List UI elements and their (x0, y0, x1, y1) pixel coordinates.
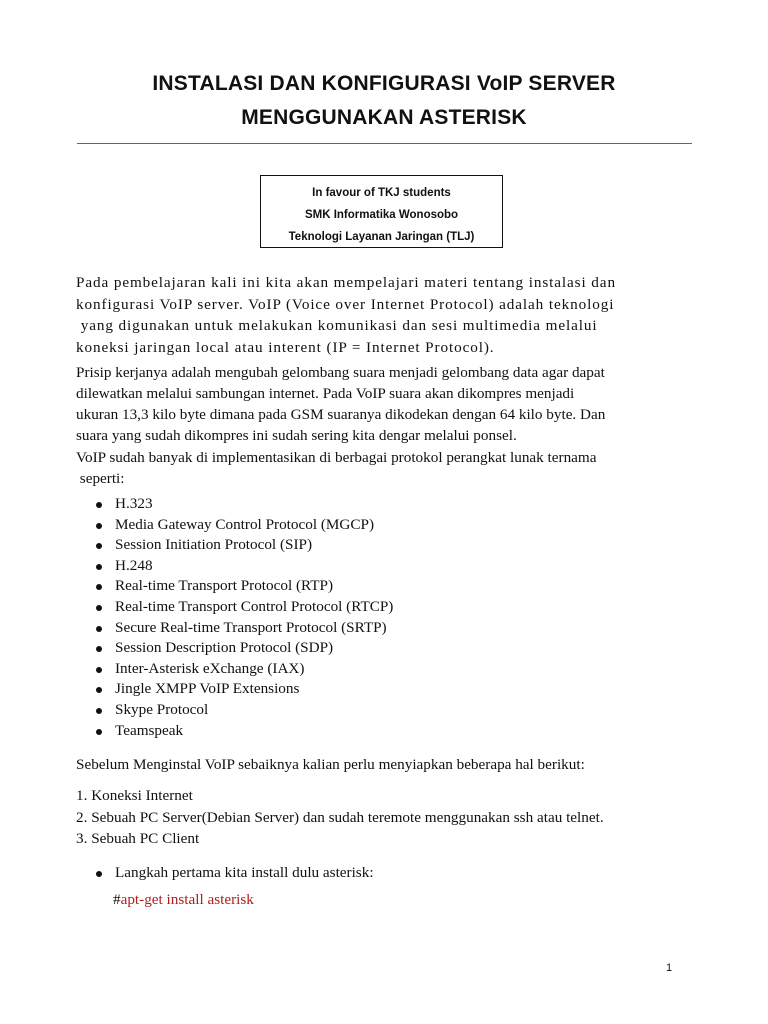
paragraph-line: dilewatkan melalui sambungan internet. Pada VoIP suara akan dikompres menjadi (76, 385, 575, 402)
list-item (96, 535, 393, 556)
protocol-list (96, 494, 393, 741)
paragraph-line: yang digunakan untuk melakukan komunikasi dan sesi multimedia melalui (76, 317, 598, 334)
protocol-name: Session Initiation Protocol (SIP) (115, 536, 313, 554)
protocol-name: H.323 (115, 495, 153, 512)
step-1-text: Langkah pertama kita install dulu asterisk: (115, 864, 374, 881)
bullet-dot-icon (96, 502, 102, 508)
paragraph-line: Pada pembelajaran kali ini kita akan mempelajari materi tentang instalasi dan (76, 274, 616, 291)
protocol-name: Jingle XMPP VoIP Extensions (115, 680, 300, 698)
paragraph-line: VoIP sudah banyak di implementasikan di berbagai protokol perangkat lunak ternama (76, 449, 597, 466)
bullet-dot-icon (96, 626, 102, 632)
page-number: 1 (666, 962, 673, 974)
bullet-dot-icon (96, 646, 102, 652)
title-divider (77, 143, 692, 144)
preparation-intro: Sebelum Menginstal VoIP sebaiknya kalian perlu menyiapkan beberapa hal berikut: (76, 756, 585, 773)
list-item (96, 721, 393, 742)
bullet-dot-icon (96, 729, 102, 735)
list-item (96, 597, 393, 618)
list-item (96, 638, 393, 659)
document-title-line-1: INSTALASI DAN KONFIGURASI VoIP SERVER (152, 72, 616, 95)
protocol-name: Media Gateway Control Protocol (MGCP) (115, 515, 374, 533)
list-item (96, 556, 393, 577)
paragraph-line: konfigurasi VoIP server. VoIP (Voice over Internet Protocol) adalah teknologi (76, 295, 615, 313)
bullet-dot-icon (96, 523, 102, 529)
paragraph-line: koneksi jaringan local atau interent (IP = Internet Protocol). (76, 338, 495, 356)
requirements-list (76, 785, 604, 850)
protocol-name: Teamspeak (115, 721, 184, 739)
list-item (96, 618, 393, 639)
list-item (96, 700, 393, 721)
paragraph-line: ukuran 13,3 kilo byte dimana pada GSM suaranya dikodekan dengan 64 kilo byte. Dan (76, 406, 606, 423)
bullet-dot-icon (96, 708, 102, 714)
protocol-name: Skype Protocol (115, 700, 209, 718)
principle-paragraph (76, 362, 716, 446)
bullet-dot-icon (96, 667, 102, 673)
list-item: 3. Sebuah PC Client (76, 830, 200, 847)
protocol-name: Real-time Transport Control Protocol (RTCP) (115, 597, 394, 615)
list-item (96, 576, 393, 597)
intro-paragraph (76, 272, 716, 358)
paragraph-line: seperti: (76, 470, 125, 487)
protocol-name: Secure Real-time Transport Protocol (SRTP) (115, 618, 387, 636)
protocol-name: Inter-Asterisk eXchange (IAX) (115, 659, 305, 677)
protocols-intro-paragraph (76, 447, 716, 489)
protocol-name: Session Description Protocol (SDP) (115, 639, 334, 657)
list-item (96, 494, 393, 515)
paragraph-line: suara yang sudah dikompres ini sudah sering kita dengar melalui ponsel. (76, 427, 517, 444)
bullet-dot-icon (96, 584, 102, 590)
bullet-dot-icon (96, 871, 102, 877)
bullet-dot-icon (96, 543, 102, 549)
protocol-name: H.248 (115, 556, 153, 574)
protocol-name: Real-time Transport Protocol (RTP) (115, 577, 334, 595)
command-text: apt-get install asterisk (120, 891, 254, 908)
list-item: 2. Sebuah PC Server(Debian Server) dan sudah teremote menggunakan ssh atau telnet. (76, 808, 604, 826)
bullet-dot-icon (96, 687, 102, 693)
document-title-line-2: MENGGUNAKAN ASTERISK (241, 106, 527, 129)
list-item (96, 659, 393, 680)
credit-box (260, 175, 503, 248)
credit-line-2: SMK Informatika Wonosobo (304, 209, 459, 221)
list-item (96, 679, 393, 700)
credit-line-1: In favour of TKJ students (312, 187, 451, 199)
bullet-dot-icon (96, 564, 102, 570)
paragraph-line: Prisip kerjanya adalah mengubah gelombang suara menjadi gelombang data agar dapat (76, 364, 605, 381)
step-1 (96, 864, 374, 882)
install-command (113, 891, 254, 909)
credit-line-3: Teknologi Layanan Jaringan (TLJ) (288, 231, 475, 243)
command-prefix: # (113, 891, 121, 908)
bullet-dot-icon (96, 605, 102, 611)
list-item (96, 515, 393, 536)
list-item: 1. Koneksi Internet (76, 787, 193, 804)
